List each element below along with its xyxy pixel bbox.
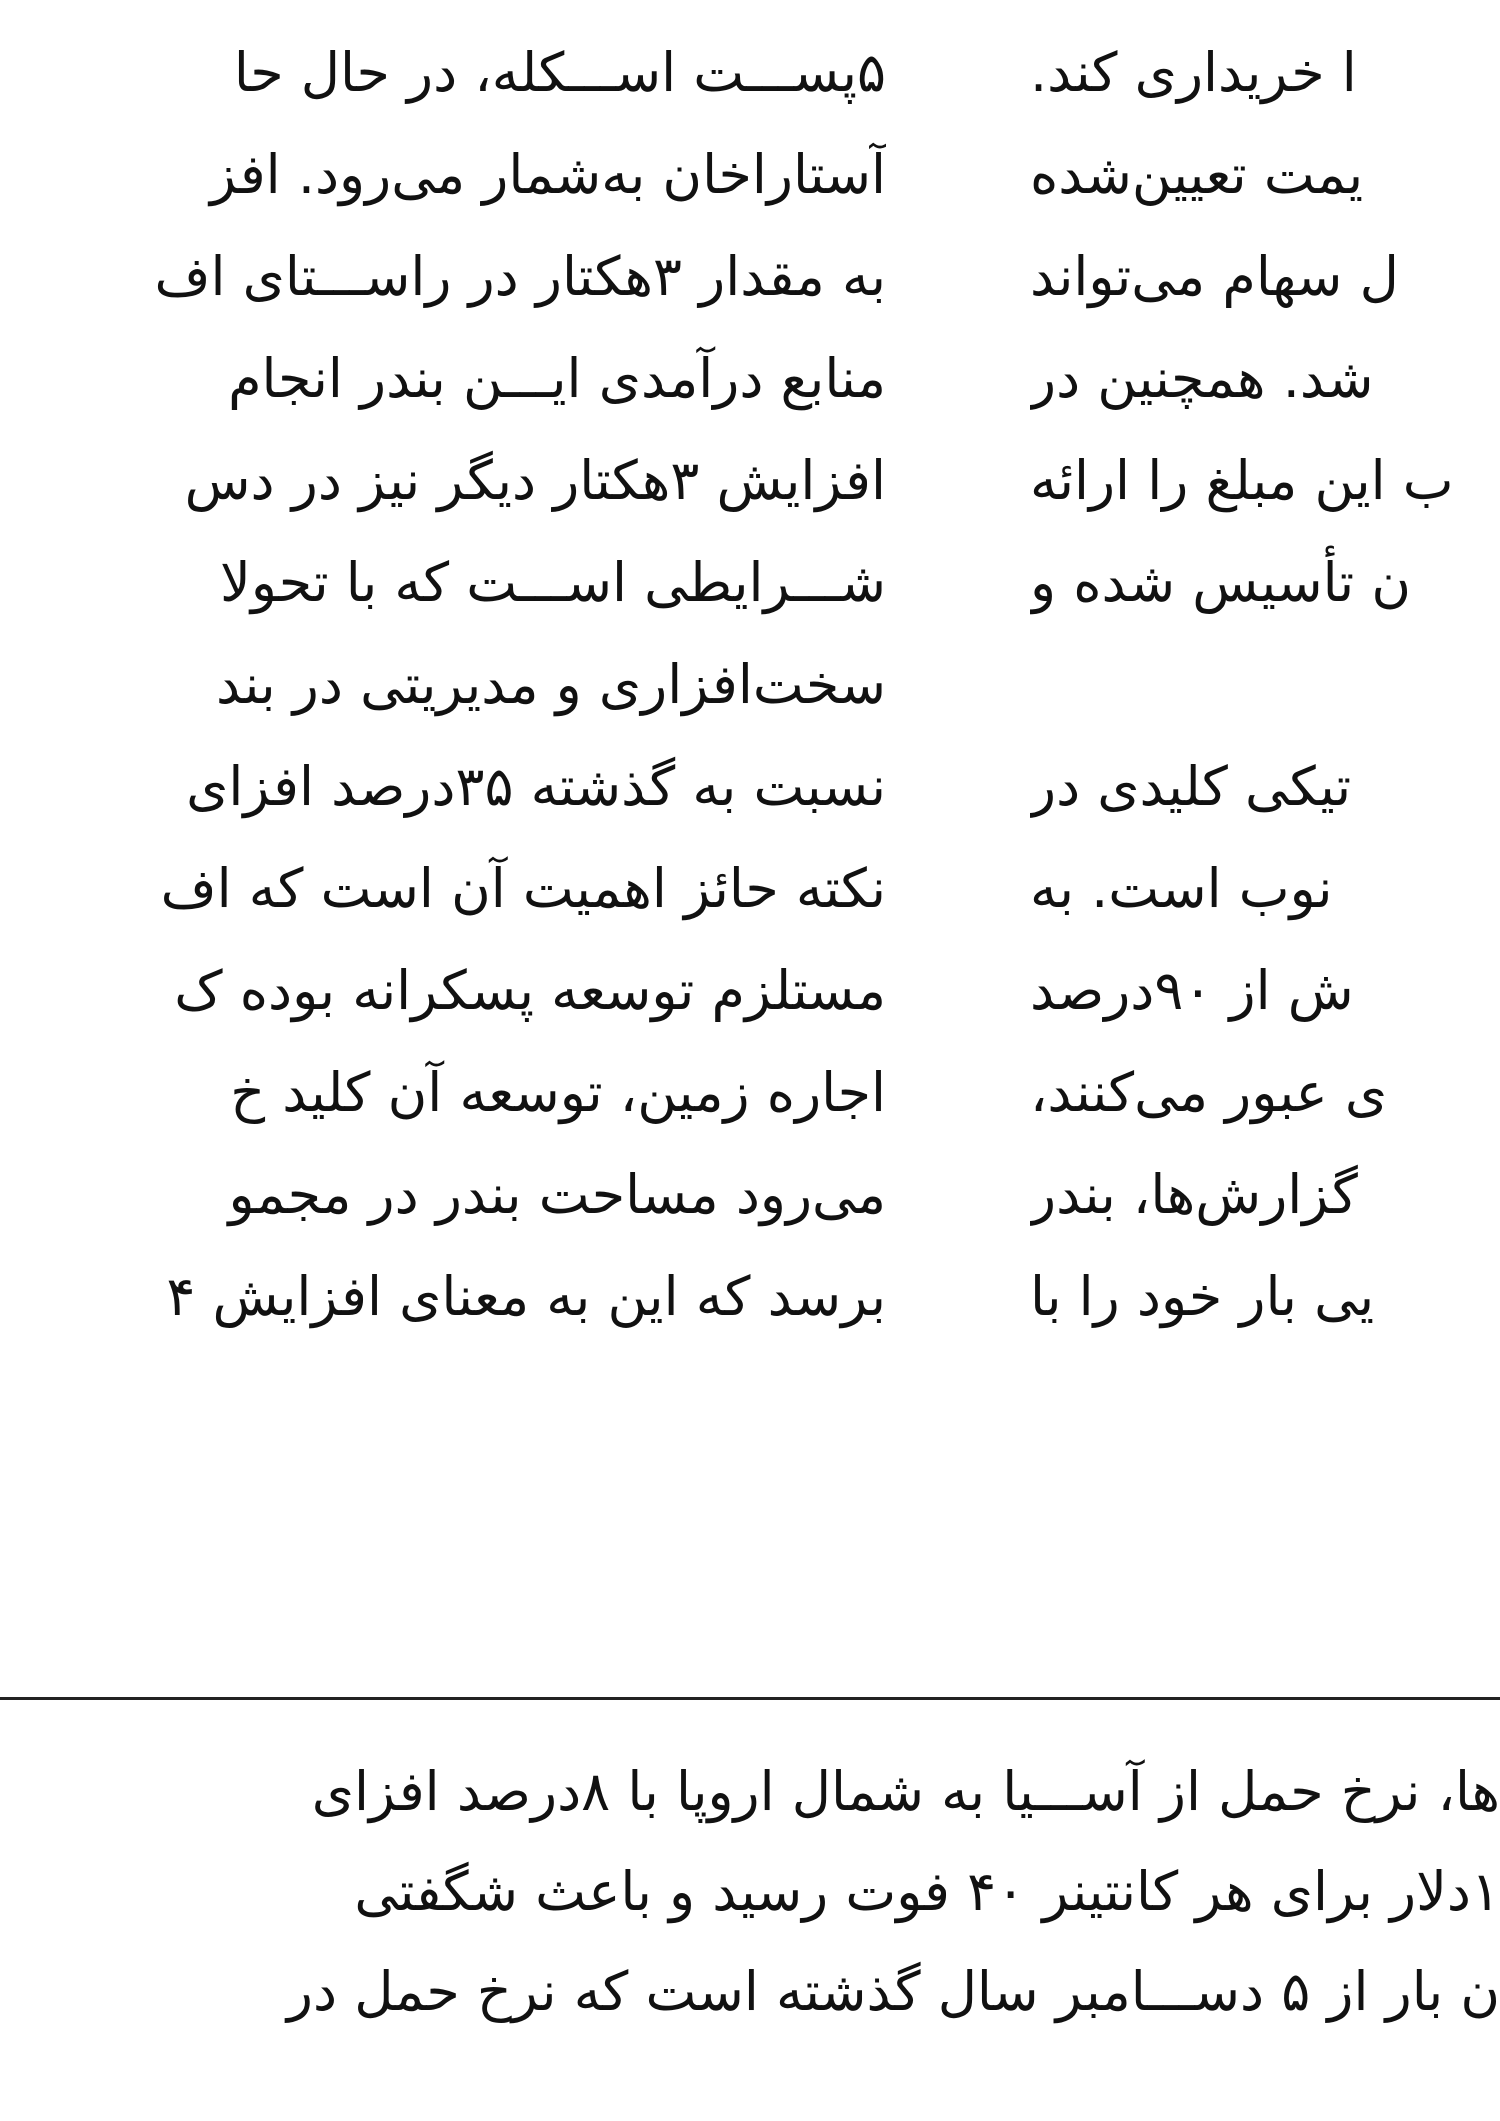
article-right-column [1030,22,1500,1348]
text-line: ش از ۹۰درصد [1030,959,1354,1022]
article-left-column [0,22,886,1348]
text-line: نسبت به گذشته ۳۵درصد افزای [186,755,886,818]
text-line: ل سهام می‌تواند [1030,245,1399,308]
paragraph-gap [1030,634,1500,736]
text-line: یی بار خود را با [1030,1265,1375,1328]
text-line: ۱دلار برای هر کانتینر ۴۰ فوت رسید و باعث شگفتی [354,1860,1500,1923]
text-line: ن تأسیس شده و [1030,551,1411,614]
text-line: ی عبور می‌کنند، [1030,1061,1388,1124]
text-line: به مقدار ۳هکتار در راســـتای اف [154,245,886,308]
text-line: ب این مبلغ را ارائه [1030,449,1454,512]
text-line: آستاراخان به‌شمار می‌رود. افز [210,143,886,206]
text-line: شـــرایطی اســـت که با تحولا [220,551,886,614]
text-line: شد. همچنین در [1030,347,1374,410]
text-line: برسد که این به معنای افزایش ۴ [166,1265,886,1328]
text-line: افزایش ۳هکتار دیگر نیز در دس [184,449,886,512]
text-line: ا خریداری کند. [1030,41,1357,104]
text-line: نوب است. به [1030,857,1333,920]
text-line: ۵پســـت اســـکله، در حال حا [233,41,886,104]
text-line: اجاره زمین، توسعه آن کلید خ [230,1061,886,1124]
text-line: گزارش‌ها، بندر [1030,1163,1358,1226]
text-line: مستلزم توسعه پسکرانه بوده ک [174,959,886,1022]
text-line: نکته حائز اهمیت آن است که اف [160,857,886,920]
text-line: تیکی کلیدی در [1030,755,1352,818]
text-line: ها، نرخ حمل از آســـیا به شمال اروپا با ۸درصد افزای [311,1760,1500,1823]
text-line: سخت‌افزاری و مدیریتی در بند [215,653,886,716]
text-line: ن بار از ۵ دســـامبر سال گذشته است که نرخ حمل در [286,1960,1500,2023]
article-bottom-block [0,1742,1500,2042]
text-line: منابع درآمدی ایـــن بندر انجام [228,347,886,410]
section-divider [0,1697,1500,1700]
text-line: می‌رود مساحت بندر در مجمو [228,1163,886,1226]
text-line: یمت تعیین‌شده [1030,143,1364,206]
